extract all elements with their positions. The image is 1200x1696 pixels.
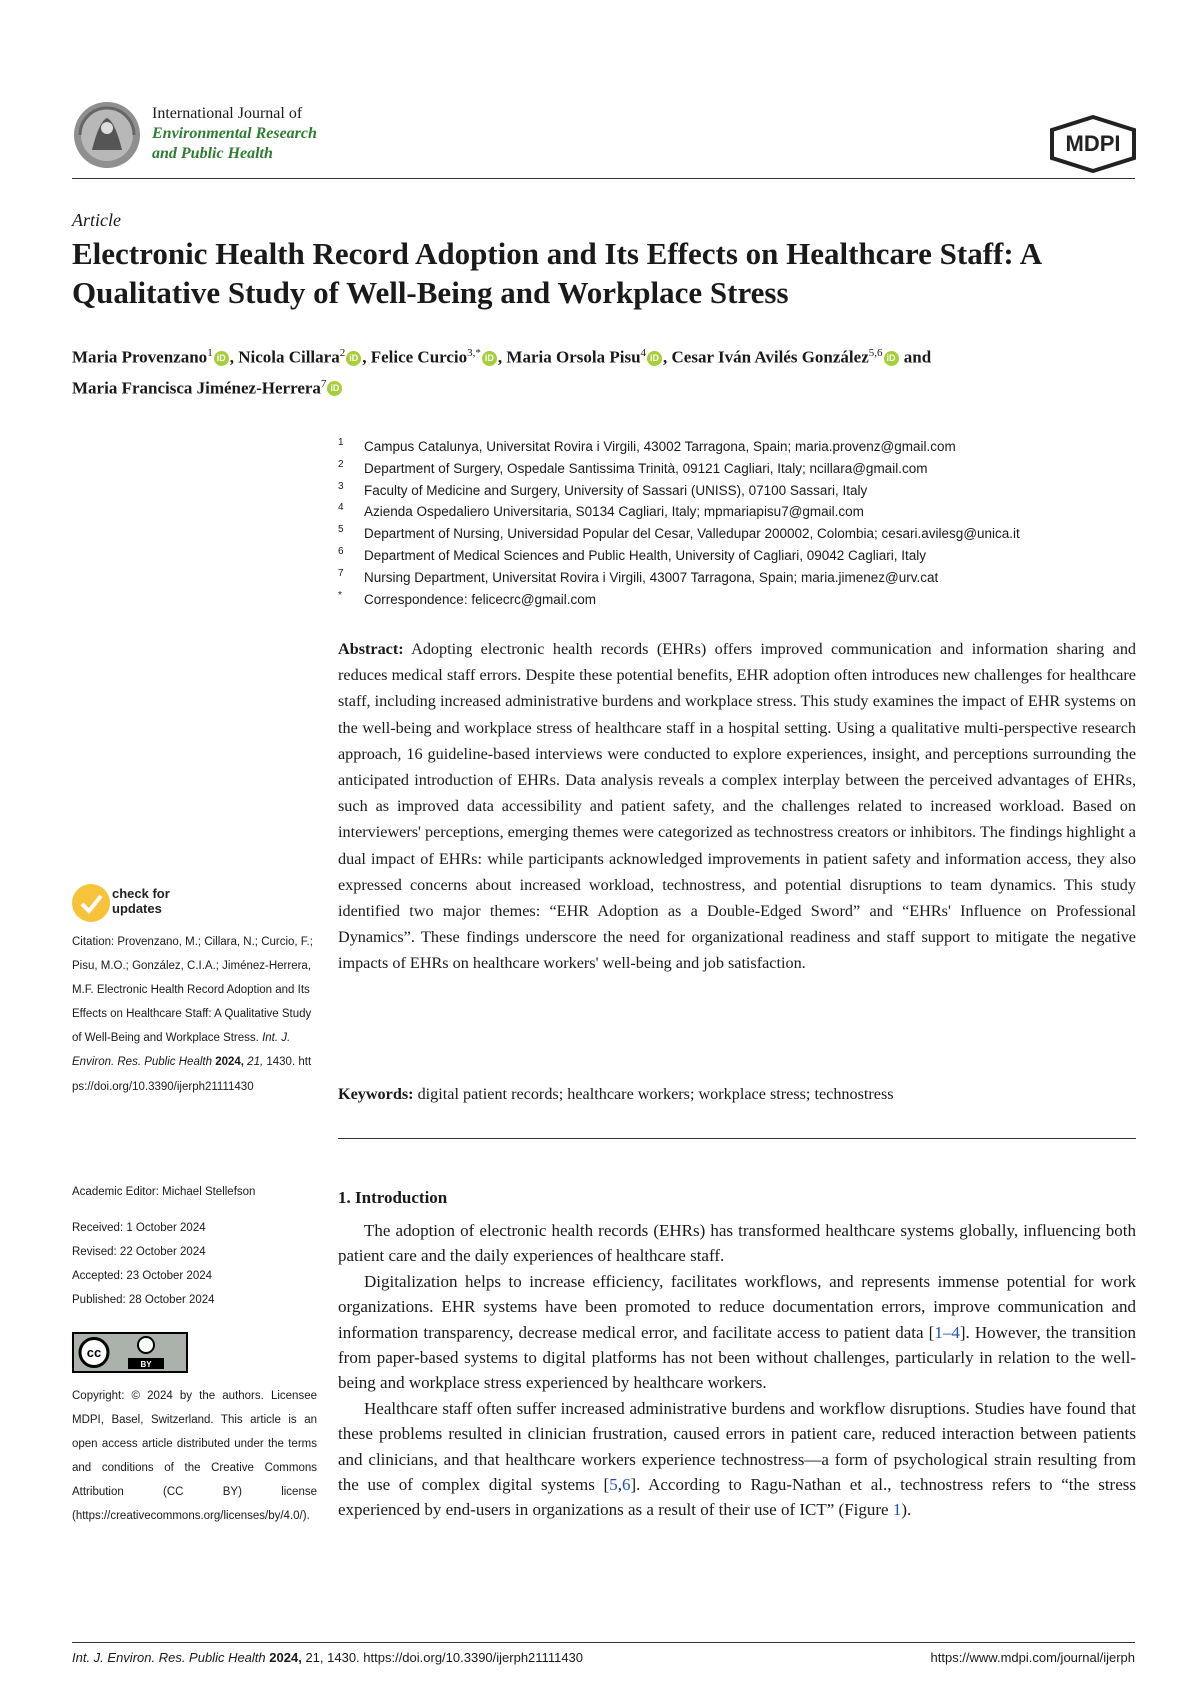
- keywords: [338, 1082, 1136, 1106]
- journal-name-line3: and Public Health: [152, 145, 273, 162]
- citation-block: [72, 930, 317, 1099]
- orcid-icon[interactable]: iD: [884, 351, 899, 366]
- affiliation-item: [338, 545, 1138, 567]
- journal-name-line2: Environmental Research: [152, 125, 317, 142]
- author-name: Nicola Cillara: [238, 347, 340, 367]
- mdpi-logo-text: MDPI: [1065, 131, 1121, 156]
- author-separator: ,: [663, 347, 672, 367]
- intro-paragraph-2: [338, 1269, 1136, 1396]
- intro-p3-text-c: ).: [901, 1500, 912, 1520]
- citation-label: Citation:: [72, 936, 115, 948]
- author-affiliation-marker: 7: [320, 377, 327, 390]
- affiliation-number: 6: [338, 545, 344, 557]
- citation-pages: 1430.: [266, 1056, 296, 1069]
- intro-p3-text-a: Healthcare staff often suffer increased administrative burdens and workflow disruptions. Studies have found that these problems resulted in clinician frustration, caused errors in patient care, reduced interaction between patients and clinicians, and that healthcare workers experience technostress—a form of psychological strain resulting from the use of complex digital systems [: [338, 1398, 1136, 1495]
- affiliation-number: 5: [338, 524, 344, 536]
- date-received: Received: 1 October 2024: [72, 1222, 206, 1234]
- date-accepted: Accepted: 23 October 2024: [72, 1270, 213, 1282]
- footer-year: 2024,: [269, 1650, 302, 1665]
- intro-p3-text-mid: ,: [617, 1475, 622, 1495]
- affiliation-item: [338, 523, 1138, 545]
- affiliation-number: 1: [338, 437, 344, 448]
- author-affiliation-marker: 1: [207, 347, 213, 359]
- date-published: Published: 28 October 2024: [72, 1294, 215, 1306]
- affiliation-number: 4: [338, 502, 344, 514]
- author-affiliation-marker: 3,*: [467, 347, 481, 359]
- footer-citation: [72, 1650, 583, 1665]
- check-line-2: updates: [112, 901, 162, 916]
- keywords-text: digital patient records; healthcare workers; workplace stress; technostress: [417, 1085, 894, 1103]
- author-affiliation-marker: 2: [339, 347, 346, 359]
- reference-link[interactable]: 6: [621, 1475, 631, 1495]
- footer-journal-url[interactable]: https://www.mdpi.com/journal/ijerph: [930, 1650, 1135, 1665]
- affiliation-list: [338, 436, 1138, 610]
- abstract: [338, 636, 1136, 977]
- author-separator: ,: [229, 347, 239, 367]
- article-type: Article: [72, 210, 121, 230]
- author-separator: and: [899, 347, 932, 367]
- journal-logo: [72, 100, 142, 170]
- keywords-label: Keywords:: [338, 1085, 414, 1103]
- citation-volume: 21,: [247, 1056, 264, 1069]
- abstract-text: Adopting electronic health records (EHRs) offers improved communication and information sharing and reduces medical staff errors. Despite these potential benefits, EHR adoption often introduces new challenges for healthcare staff, including increased administrative burdens and workplace stress. This study examines the impact of EHR systems on the well-being and workplace stress of healthcare staff in a hospital setting. Using a qualitative multi-perspective research approach, 16 guideline-based interviews were conducted to explore experiences, insight, and perceptions surrounding the anticipated introduction of EHRs. Data analysis reveals a complex interplay between the perceived advantages of EHRs, such as improved data accessibility and patient safety, and the challenges related to increased workload. Based on interviewers' perceptions, emerging themes were categorized as technostress creators or inhibitors. The findings highlight a dual impact of EHRs: while participants acknowledged improvements in patient safety and information access, they also expressed concerns about increased workload, technostress, and potential disruptions to team dynamics. This study identified two major themes: “EHR Adoption as a Double-Edged Sword” and “EHRs' Influence on Professional Dynamics”. These findings underscore the need for organizational readiness and staff support to mitigate the negative impacts of EHRs on healthcare workers' well-being and job satisfaction.: [338, 640, 1137, 973]
- affiliation-item: [338, 501, 1138, 523]
- orcid-icon[interactable]: iD: [214, 351, 229, 366]
- affiliation-text: Department of Medical Sciences and Public Health, University of Cagliari, 09042 Cagliari, Italy: [364, 547, 927, 563]
- citation-year: 2024,: [215, 1056, 244, 1069]
- journal-name-line1: International Journal of: [152, 105, 303, 122]
- affiliation-text: Azienda Ospedaliero Universitaria, S0134 Cagliari, Italy; mpmariapisu7@gmail.com: [364, 504, 864, 520]
- check-icon: [72, 884, 110, 922]
- affiliation-text: Faculty of Medicine and Surgery, University of Sassari (UNISS), 07100 Sassari, Italy: [364, 482, 868, 498]
- affiliation-item: [338, 567, 1138, 589]
- header-divider: [72, 178, 1135, 179]
- author-separator: ,: [497, 347, 507, 367]
- affiliation-item: [338, 436, 1138, 458]
- orcid-icon[interactable]: iD: [482, 351, 497, 366]
- mdpi-logo: [1048, 115, 1138, 173]
- intro-paragraph-3: [338, 1396, 1136, 1523]
- article-title: Electronic Health Record Adoption and Its Effects on Healthcare Staff: A Qualitative Study of Well-Being and Workplace Stress: [72, 236, 1041, 310]
- author-separator: ,: [362, 347, 371, 367]
- reference-link[interactable]: 5: [609, 1475, 618, 1495]
- affiliation-text: Department of Surgery, Ospedale Santissima Trinità, 09121 Cagliari, Italy; ncillara@gmail.com: [364, 460, 928, 476]
- affiliation-text: Campus Catalunya, Universitat Rovira i Virgili, 43002 Tarragona, Spain; maria.provenz@gmail.com: [364, 439, 956, 454]
- affiliation-number: 7: [338, 567, 344, 579]
- citation-doi[interactable]: https://doi.org/10.3390/ijerph21111430: [72, 1056, 312, 1093]
- footer-citation-rest[interactable]: 21, 1430. https://doi.org/10.3390/ijerph21111430: [305, 1650, 584, 1665]
- reference-link[interactable]: 1–4: [934, 1322, 960, 1342]
- citation-journal: Int. J. Environ. Res. Public Health: [72, 1032, 291, 1069]
- affiliation-number: *: [338, 589, 342, 601]
- date-revised: Revised: 22 October 2024: [72, 1246, 206, 1258]
- author-affiliation-marker: 5,6: [868, 347, 883, 359]
- author-list: [72, 340, 1142, 401]
- author-affiliation-marker: 4: [640, 347, 647, 359]
- journal-name: [152, 104, 317, 164]
- intro-p2-text-a: Digitalization helps to increase efficiency, facilitates workflows, and represents immense potential for work organizations. EHR systems have been promoted to reduce documentation errors, improve communication and information transparency, decrease medical error, and facilitate access to patient data [: [338, 1271, 1136, 1342]
- affiliation-item: [338, 458, 1138, 480]
- intro-p2-text-b: ]. However, the transition from paper-based systems to digital platforms has not been without challenges, particularly in relation to the well-being and workplace stress experienced by healthcare workers.: [338, 1322, 1136, 1393]
- intro-paragraph-1: The adoption of electronic health records (EHRs) has transformed healthcare systems globally, influencing both patient care and the daily experiences of healthcare staff.: [338, 1221, 1136, 1266]
- affiliation-item: [338, 589, 1138, 611]
- affiliation-item: [338, 480, 1138, 502]
- author-name: Maria Orsola Pisu: [506, 347, 641, 367]
- cc-by-license-badge[interactable]: [72, 1332, 188, 1373]
- footer-journal: Int. J. Environ. Res. Public Health: [72, 1650, 266, 1665]
- orcid-icon[interactable]: iD: [346, 351, 361, 366]
- affiliation-text: Nursing Department, Universitat Rovira i Virgili, 43007 Tarragona, Spain; maria.jimenez@urv.cat: [364, 569, 939, 585]
- orcid-icon[interactable]: iD: [327, 381, 342, 396]
- author-name: Felice Curcio: [370, 347, 468, 367]
- affiliation-number: 2: [338, 458, 344, 470]
- check-for-updates-badge[interactable]: [72, 884, 192, 924]
- cc-icon: cc: [86, 1345, 102, 1360]
- author-name: Maria Francisca Jiménez-Herrera: [72, 378, 321, 398]
- citation-text: Provenzano, M.; Cillara, N.; Curcio, F.; Pisu, M.O.; González, C.I.A.; Jiménez-Herrera, M.F. Electronic Health Record Adoption and Its Effects on Healthcare Staff: A Qualitative Study of Well-Being and Workplace Stress.: [72, 936, 313, 1045]
- affiliation-text: Correspondence: felicecrc@gmail.com: [364, 591, 597, 607]
- abstract-label: Abstract:: [338, 640, 404, 658]
- intro-p3-text-b: ]. According to Ragu-Nathan et al., technostress refers to “the stress experienced by end-users in organizations as a result of their use of ICT” (Figure: [338, 1475, 1136, 1520]
- figure-link[interactable]: 1: [892, 1500, 902, 1520]
- by-icon: BY: [140, 1360, 152, 1369]
- introduction-body: [338, 1218, 1136, 1523]
- orcid-icon[interactable]: iD: [647, 351, 662, 366]
- author-name: Maria Provenzano: [72, 347, 208, 367]
- footer-divider: [72, 1642, 1135, 1643]
- check-for-updates-label: [112, 886, 170, 916]
- check-line-1: check for: [112, 886, 170, 901]
- section-heading-introduction: 1. Introduction: [338, 1188, 448, 1207]
- affiliation-number: 3: [338, 480, 344, 492]
- copyright-notice: Copyright: © 2024 by the authors. Licensee MDPI, Basel, Switzerland. This article is an open access article distributed under the terms and conditions of the Creative Commons Attribution (CC BY) license (https://creativecommons.org/licenses/by/4.0/).: [72, 1390, 317, 1522]
- academic-editor: Academic Editor: Michael Stellefson: [72, 1186, 256, 1198]
- affiliation-text: Department of Nursing, Universidad Popular del Cesar, Valledupar 200002, Colombia; cesari.avilesg@unica.it: [364, 526, 1020, 542]
- section-divider: [338, 1138, 1136, 1139]
- author-name: Cesar Iván Avilés González: [671, 347, 869, 367]
